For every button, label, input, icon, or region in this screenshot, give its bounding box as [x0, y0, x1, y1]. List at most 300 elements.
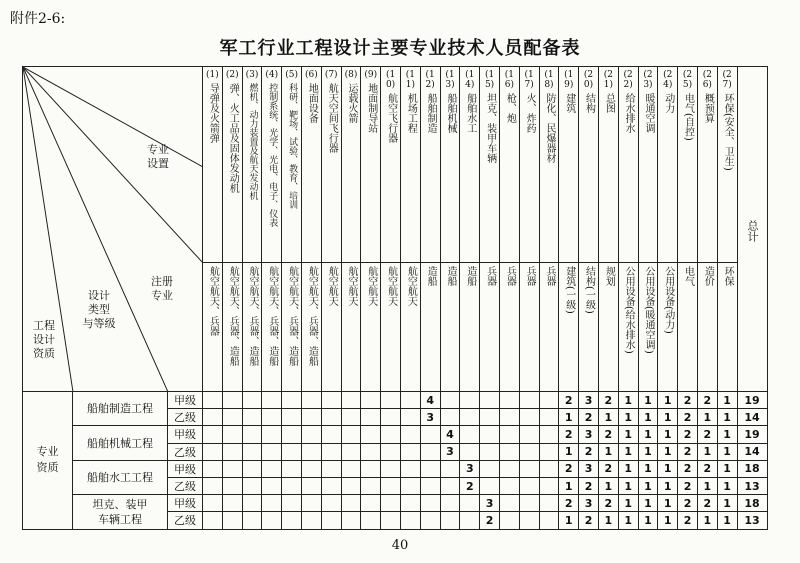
col-number: (2): [225, 70, 239, 80]
col-header-4: [262, 67, 282, 263]
col-specialty-name: 控制系统、光学、光电、电子、仪表: [267, 83, 278, 227]
col-number: (20): [583, 70, 594, 90]
staff-count-cell: 3: [579, 426, 599, 443]
staff-count-cell: [480, 477, 500, 494]
staff-count-cell: [321, 426, 341, 443]
staff-count-cell: 3: [480, 495, 500, 512]
staff-count-cell: 2: [678, 443, 698, 460]
col-number: (15): [484, 70, 495, 90]
staff-count-cell: [361, 392, 381, 409]
staff-count-cell: 1: [638, 443, 658, 460]
col-specialty-name: 船舶水工: [464, 93, 476, 133]
staff-count-cell: [440, 460, 460, 477]
staff-count-cell: [282, 443, 302, 460]
col-specialty-name: 船舶机械: [444, 93, 456, 133]
grade-label: 甲级: [168, 392, 203, 409]
registered-specialty: 造船: [444, 266, 456, 286]
staff-count-cell: [282, 495, 302, 512]
registered-specialty: 航空航天: [405, 266, 417, 306]
staff-count-cell: [302, 409, 322, 426]
engineering-type: 船舶制造工程: [73, 392, 168, 426]
staff-count-cell: [222, 409, 242, 426]
col-registered-5: [282, 263, 302, 392]
col-registered-11: [400, 263, 420, 392]
staff-count-cell: [499, 443, 519, 460]
staff-count-cell: [222, 477, 242, 494]
staff-count-cell: [499, 477, 519, 494]
staff-count-cell: [361, 495, 381, 512]
staff-count-cell: 2: [598, 460, 618, 477]
col-number: (7): [324, 70, 338, 80]
total-cell: 19: [737, 392, 767, 409]
staffing-table: [22, 66, 768, 530]
staff-count-cell: [242, 392, 262, 409]
staff-count-cell: 1: [559, 409, 579, 426]
staff-count-cell: 2: [697, 392, 717, 409]
staff-count-cell: [519, 443, 539, 460]
col-number: (6): [305, 70, 318, 80]
staff-count-cell: [539, 512, 559, 529]
staff-count-cell: [480, 443, 500, 460]
staff-count-cell: [321, 443, 341, 460]
total-cell: 14: [737, 409, 767, 426]
staff-count-cell: [519, 495, 539, 512]
col-number: (27): [722, 70, 732, 90]
table-row: [23, 460, 768, 477]
col-specialty-name: 建筑: [563, 93, 575, 113]
staff-count-cell: [499, 409, 519, 426]
staff-count-cell: [381, 477, 401, 494]
registered-specialty: 兵器: [504, 266, 516, 286]
staff-count-cell: [420, 477, 440, 494]
staff-count-cell: 1: [717, 392, 737, 409]
staff-count-cell: 3: [579, 460, 599, 477]
page-number: 40: [391, 538, 409, 553]
staff-count-cell: 2: [678, 426, 698, 443]
staff-count-cell: [242, 426, 262, 443]
registered-specialty: 兵器: [484, 266, 496, 286]
staff-count-cell: [539, 426, 559, 443]
staff-count-cell: [341, 443, 361, 460]
staff-count-cell: 1: [658, 477, 678, 494]
col-specialty-name: 地面制导站: [365, 83, 377, 133]
engineering-type: 船舶水工工程: [73, 460, 168, 494]
registered-specialty: 结构(一级): [583, 266, 595, 314]
staff-count-cell: [460, 495, 480, 512]
registered-specialty: 公用设备(给水排水): [623, 266, 635, 354]
staff-count-cell: 2: [559, 392, 579, 409]
staff-count-cell: [242, 409, 262, 426]
col-number: (19): [564, 70, 574, 90]
col-specialty-name: 环保(安全、卫生): [722, 93, 734, 171]
staff-count-cell: 4: [440, 426, 460, 443]
col-registered-27: [717, 263, 737, 392]
registered-specialty: 航空航天: [385, 266, 397, 306]
col-registered-24: [658, 263, 678, 392]
staff-count-cell: 1: [697, 443, 717, 460]
engineering-type: 坦克、装甲 车辆工程: [73, 495, 168, 529]
col-specialty-name: 地面设备: [306, 83, 318, 123]
col-registered-15: [480, 263, 500, 392]
registered-specialty: 公用设备(暖通空调): [642, 266, 654, 354]
staff-count-cell: 1: [618, 495, 638, 512]
staff-count-cell: [242, 443, 262, 460]
staff-count-cell: [341, 426, 361, 443]
grade-label: 甲级: [168, 426, 203, 443]
staff-count-cell: [361, 426, 381, 443]
grade-label: 乙级: [168, 477, 203, 494]
staff-count-cell: [499, 512, 519, 529]
staff-count-cell: [499, 460, 519, 477]
col-specialty-name: 航天空间飞行器: [326, 83, 338, 153]
col-specialty-name: 导弹及火箭弹: [207, 83, 219, 143]
staff-count-cell: 2: [697, 460, 717, 477]
staff-count-cell: [341, 409, 361, 426]
staff-count-cell: 2: [678, 460, 698, 477]
staff-count-cell: 1: [618, 443, 638, 460]
staff-count-cell: [302, 512, 322, 529]
col-header-6: [302, 67, 322, 263]
total-cell: 14: [737, 443, 767, 460]
staff-count-cell: 1: [618, 477, 638, 494]
col-specialty-name: 总图: [603, 93, 615, 113]
staff-count-cell: 1: [697, 409, 717, 426]
staff-count-cell: [341, 495, 361, 512]
staff-count-cell: [222, 443, 242, 460]
staff-count-cell: [262, 392, 282, 409]
col-number: (26): [702, 70, 712, 90]
staff-count-cell: 1: [618, 426, 638, 443]
staff-count-cell: 2: [697, 426, 717, 443]
staff-count-cell: [203, 426, 223, 443]
col-header-2: [222, 67, 242, 263]
staff-count-cell: 4: [420, 392, 440, 409]
staff-count-cell: 1: [658, 495, 678, 512]
registered-specialty: 公用设备(动力): [662, 266, 674, 334]
staff-count-cell: [203, 392, 223, 409]
col-specialty-name: 弹、火工品及固体发动机: [227, 83, 239, 193]
staff-count-cell: [302, 392, 322, 409]
col-number: (21): [603, 70, 613, 90]
col-header-17: [519, 67, 539, 263]
staff-count-cell: [341, 477, 361, 494]
staff-count-cell: 3: [579, 392, 599, 409]
staff-count-cell: [499, 392, 519, 409]
registered-specialty: 兵器: [524, 266, 536, 286]
registered-specialty: 航空航天、兵器、造船: [227, 266, 239, 366]
col-specialty-name: 暖通空调: [642, 93, 654, 133]
grade-label: 乙级: [168, 409, 203, 426]
staff-count-cell: [400, 512, 420, 529]
staff-count-cell: 2: [598, 495, 618, 512]
registered-specialty: 航空航天、兵器、造船: [247, 266, 258, 366]
staff-count-cell: [282, 512, 302, 529]
registered-specialty: 电气: [682, 266, 694, 286]
col-header-20: [579, 67, 599, 263]
registered-specialty: 航空航天、兵器、造船: [266, 266, 278, 366]
staff-count-cell: 2: [697, 495, 717, 512]
col-specialty-name: 防化、民爆器材: [543, 93, 555, 163]
staff-count-cell: 1: [559, 477, 579, 494]
staff-count-cell: 1: [598, 443, 618, 460]
staff-count-cell: 1: [658, 392, 678, 409]
design-type-grade-label: 设计 类型 与等级: [82, 289, 116, 330]
staff-count-cell: 2: [480, 512, 500, 529]
registered-specialty: 环保: [722, 266, 734, 286]
staff-count-cell: [361, 443, 381, 460]
staff-count-cell: 1: [658, 409, 678, 426]
col-registered-21: [598, 263, 618, 392]
total-label: 总计: [746, 219, 760, 242]
staff-count-cell: 1: [638, 512, 658, 529]
staff-count-cell: [519, 409, 539, 426]
staff-count-cell: [321, 409, 341, 426]
attachment-label: 附件2-6:: [10, 11, 66, 27]
staff-count-cell: 1: [697, 512, 717, 529]
staff-count-cell: [222, 512, 242, 529]
staff-count-cell: [203, 512, 223, 529]
col-number: (5): [285, 70, 298, 80]
staff-count-cell: [361, 460, 381, 477]
col-registered-3: [242, 263, 262, 392]
registered-specialty: 航空航天: [345, 266, 357, 306]
staff-count-cell: [381, 512, 401, 529]
staff-count-cell: 3: [440, 443, 460, 460]
staff-count-cell: [460, 443, 480, 460]
staff-count-cell: [282, 409, 302, 426]
staff-count-cell: [381, 443, 401, 460]
staff-count-cell: [302, 460, 322, 477]
col-specialty-name: 运载火箭: [345, 83, 357, 123]
staff-count-cell: [361, 477, 381, 494]
staff-count-cell: [302, 443, 322, 460]
registered-specialty: 航空航天、兵器: [207, 266, 219, 336]
staff-count-cell: [381, 426, 401, 443]
staff-count-cell: [460, 512, 480, 529]
registered-specialty: 造价: [702, 266, 714, 286]
col-number: (25): [682, 70, 693, 90]
staff-count-cell: 1: [638, 477, 658, 494]
registered-specialty: 造船: [464, 266, 476, 286]
col-header-16: [499, 67, 519, 263]
staff-count-cell: 1: [638, 392, 658, 409]
staff-count-cell: 1: [598, 409, 618, 426]
staff-count-cell: 1: [717, 477, 737, 494]
staff-count-cell: [203, 477, 223, 494]
staff-count-cell: 3: [579, 495, 599, 512]
total-cell: 18: [737, 460, 767, 477]
staff-count-cell: [381, 392, 401, 409]
col-specialty-name: 科研、靶场、试验、教育、培训: [287, 83, 298, 209]
col-specialty-name: 火、炸药: [524, 93, 536, 133]
col-number: (10): [385, 70, 396, 90]
staff-count-cell: [460, 409, 480, 426]
col-header-8: [341, 67, 361, 263]
col-header-18: [539, 67, 559, 263]
staff-count-cell: [460, 426, 480, 443]
col-header-9: [361, 67, 381, 263]
col-registered-19: [559, 263, 579, 392]
col-registered-20: [579, 263, 599, 392]
staff-count-cell: [242, 512, 262, 529]
staff-count-cell: [480, 392, 500, 409]
registered-specialty: 兵器: [543, 266, 555, 286]
staff-count-cell: [440, 495, 460, 512]
col-number: (3): [245, 70, 259, 80]
staff-count-cell: [440, 512, 460, 529]
staff-count-cell: [203, 495, 223, 512]
col-header-27: [717, 67, 737, 263]
staff-count-cell: 1: [598, 477, 618, 494]
col-header-22: [618, 67, 638, 263]
staff-count-cell: [381, 495, 401, 512]
staff-count-cell: [262, 409, 282, 426]
col-number: (18): [544, 70, 554, 90]
staff-count-cell: 2: [559, 495, 579, 512]
col-registered-7: [321, 263, 341, 392]
staff-count-cell: [420, 495, 440, 512]
staff-count-cell: [440, 392, 460, 409]
col-number: (12): [425, 70, 435, 90]
col-specialty-name: 给水排水: [623, 93, 635, 133]
col-header-24: [658, 67, 678, 263]
staff-count-cell: [400, 460, 420, 477]
col-header-23: [638, 67, 658, 263]
col-header-11: [400, 67, 420, 263]
col-header-25: [678, 67, 698, 263]
staff-count-cell: 1: [658, 460, 678, 477]
staff-count-cell: 1: [618, 392, 638, 409]
registered-specialty: 规划: [603, 266, 615, 286]
col-registered-26: [697, 263, 717, 392]
staff-count-cell: [519, 392, 539, 409]
col-registered-9: [361, 263, 381, 392]
col-registered-2: [222, 263, 242, 392]
staff-count-cell: [361, 409, 381, 426]
col-registered-25: [678, 263, 698, 392]
col-number: (11): [405, 70, 415, 90]
col-registered-13: [440, 263, 460, 392]
staff-count-cell: [282, 477, 302, 494]
col-header-12: [420, 67, 440, 263]
staff-count-cell: [341, 392, 361, 409]
staff-count-cell: [242, 495, 262, 512]
col-header-3: [242, 67, 262, 263]
table-row: [23, 392, 768, 409]
col-header-15: [480, 67, 500, 263]
col-registered-16: [499, 263, 519, 392]
grade-label: 乙级: [168, 512, 203, 529]
staff-count-cell: 1: [717, 443, 737, 460]
staff-count-cell: 2: [678, 392, 698, 409]
col-registered-17: [519, 263, 539, 392]
staff-count-cell: [400, 392, 420, 409]
col-number: (1): [206, 70, 219, 80]
staff-count-cell: [400, 477, 420, 494]
staff-count-cell: [321, 477, 341, 494]
staff-count-cell: [262, 443, 282, 460]
total-cell: 18: [737, 495, 767, 512]
staff-count-cell: 1: [598, 512, 618, 529]
col-registered-14: [460, 263, 480, 392]
col-number: (22): [623, 70, 633, 90]
col-header-10: [381, 67, 401, 263]
total-cell: 19: [737, 426, 767, 443]
col-registered-6: [302, 263, 322, 392]
staff-count-cell: 2: [559, 460, 579, 477]
staff-count-cell: [400, 495, 420, 512]
staff-count-cell: [222, 460, 242, 477]
staff-count-cell: [420, 460, 440, 477]
staff-count-cell: 1: [697, 477, 717, 494]
staff-count-cell: [302, 495, 322, 512]
staff-count-cell: [282, 460, 302, 477]
staff-count-cell: 1: [717, 495, 737, 512]
staff-count-cell: 1: [638, 460, 658, 477]
staff-count-cell: [539, 477, 559, 494]
staff-count-cell: 3: [460, 460, 480, 477]
staff-count-cell: [400, 443, 420, 460]
col-header-5: [282, 67, 302, 263]
staff-count-cell: [262, 512, 282, 529]
staff-count-cell: [539, 460, 559, 477]
staff-count-cell: [519, 477, 539, 494]
registered-specialty: 航空航天: [326, 266, 338, 306]
col-specialty-name: 电气(自控): [682, 93, 694, 141]
staff-count-cell: [519, 460, 539, 477]
col-header-21: [598, 67, 618, 263]
specialty-setting-label: 专业 设置: [147, 143, 169, 170]
col-specialty-name: 枪、炮: [504, 93, 516, 123]
staff-count-cell: 2: [678, 477, 698, 494]
staff-count-cell: [480, 460, 500, 477]
staff-count-cell: [203, 409, 223, 426]
staff-count-cell: [519, 512, 539, 529]
col-number: (16): [504, 70, 514, 90]
staff-count-cell: 2: [678, 495, 698, 512]
col-number: (17): [524, 70, 534, 90]
staff-count-cell: 1: [618, 512, 638, 529]
staff-count-cell: [203, 443, 223, 460]
staff-count-cell: 1: [618, 460, 638, 477]
staff-count-cell: [480, 426, 500, 443]
staff-count-cell: 2: [579, 443, 599, 460]
staff-count-cell: 2: [598, 426, 618, 443]
staff-count-cell: 3: [420, 409, 440, 426]
staff-count-cell: [282, 392, 302, 409]
registered-specialty: 航空航天、兵器、造船: [306, 266, 318, 366]
staff-count-cell: [242, 460, 262, 477]
staff-count-cell: 2: [579, 409, 599, 426]
staff-count-cell: [222, 392, 242, 409]
col-registered-23: [638, 263, 658, 392]
total-header: [737, 67, 767, 392]
col-number: (23): [643, 70, 653, 90]
staff-count-cell: 1: [559, 443, 579, 460]
col-number: (24): [663, 70, 673, 90]
total-cell: 13: [737, 512, 767, 529]
staff-count-cell: [321, 460, 341, 477]
staff-count-cell: [341, 512, 361, 529]
col-specialty-name: 概预算: [702, 93, 714, 123]
staff-count-cell: [420, 512, 440, 529]
staff-count-cell: [321, 392, 341, 409]
staff-count-cell: [400, 426, 420, 443]
section-label: 专业 资质: [23, 392, 73, 530]
col-specialty-name: 机场工程: [405, 93, 417, 133]
staff-count-cell: [361, 512, 381, 529]
staff-count-cell: [262, 477, 282, 494]
